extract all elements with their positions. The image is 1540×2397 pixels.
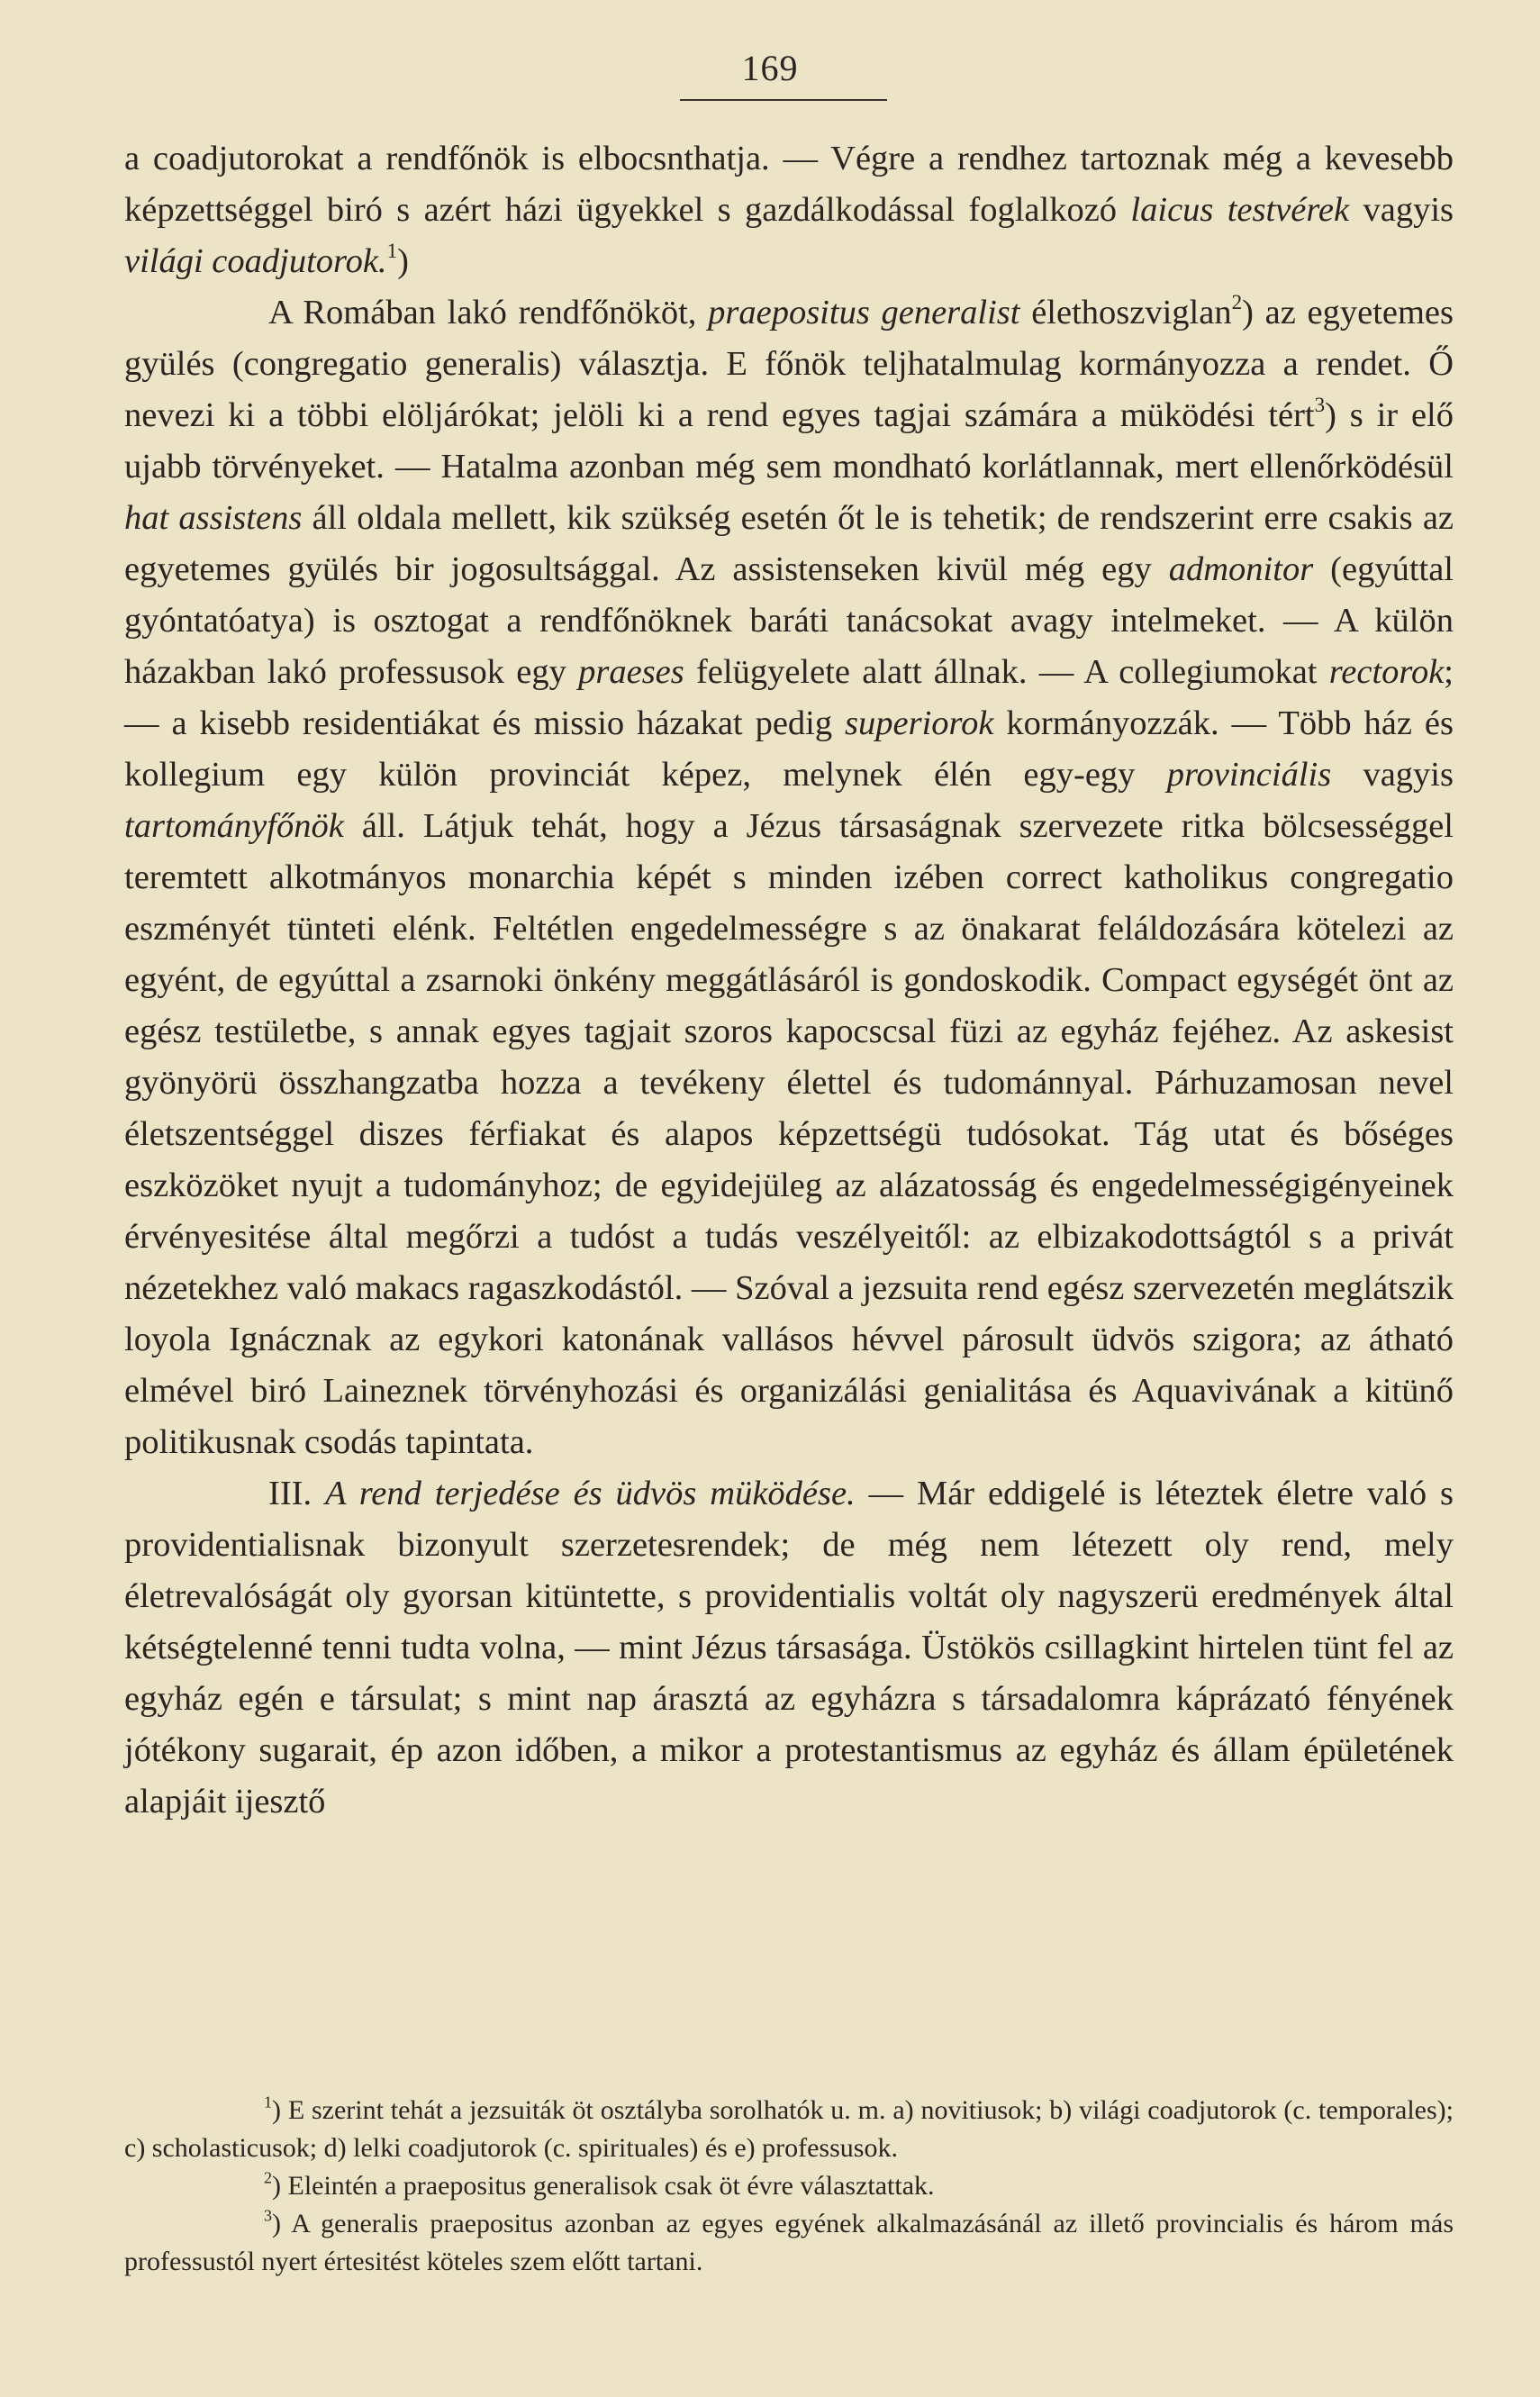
- text-run: felügyelete alatt állnak. — A collegiumokat: [684, 653, 1329, 691]
- footnote-text: ) Eleintén a praepositus generalisok csak öt évre választattak.: [272, 2171, 935, 2201]
- footnote-ref[interactable]: 3: [1314, 392, 1326, 416]
- footnote-text: ) A generalis praepositus azonban az egyes egyének alkalmazásánál az illető provincialis és három más professustól nyert értesitést köteles szem előtt tartani.: [124, 2209, 1454, 2276]
- text-run: áll. Látjuk tehát, hogy a Jézus társaságnak szervezete ritka bölcsességgel teremtett alkotmányos monarchia képét s minden izében correct katholikus congregatio eszményét tünteti elénk. Feltétlen engedelmességre s az önakarat feláldozására kötelezi az egyént, de egyúttal a zsarnoki önkény meggátlásáról is gondoskodik. Compact egységét önt az egész testületbe, s annak egyes tagjait szoros kapocscsal füzi az egyház fejéhez. Az askesist gyönyörü összhangzatba hozza a tevékeny élettel és tudománnyal. Párhuzamosan nevel életszentséggel diszes férfiakat és alapos képzettségü tudósokat. Tág utat és bőséges eszközöket nyujt a tudományhoz; de egyidejüleg az alázatosság és engedelmességigényeinek érvényesitése által megőrzi a tudóst a tudás veszélyeitől: az elbizakodottságtól s a privát nézetekhez való makacs ragaszkodástól. — Szóval a jezsuita rend egész szervezetén meglátszik loyola Ignácznak az egykori katonának vallásos hévvel párosult üdvös szigora; az átható elmével biró Laineznek törvényhozási és organizálási genialitása és Aquavivának a kitünő politikusnak csodás tapintata.: [124, 807, 1454, 1461]
- text-run: élethoszviglan: [1019, 294, 1232, 331]
- footnote-mark: 1: [264, 2093, 272, 2111]
- text-run: vagyis: [1331, 756, 1454, 794]
- italic-term: superiorok: [845, 704, 994, 742]
- footnote-mark: 3: [264, 2206, 272, 2225]
- footnote-1: [124, 2092, 1454, 2167]
- italic-term: praepositus generalist: [708, 294, 1020, 331]
- text-run: ) az egyetemes gyülés (congregatio generalis) választja. E főnök teljhatalmulag kormányozza a rendet. Ő nevezi ki a többi elöljárókat; jelöli ki a rend egyes tagjai számára a müködési tért: [124, 294, 1454, 434]
- italic-term: hat assistens: [124, 499, 303, 537]
- footnote-3: [124, 2205, 1454, 2281]
- section-number: III.: [268, 1475, 325, 1512]
- body-text: [124, 133, 1454, 1828]
- italic-term: admonitor: [1168, 550, 1314, 588]
- text-run: kormányozzák. — Több ház és kollegium egy külön provinciát képez, melynek élén egy-egy: [124, 704, 1454, 794]
- section-title: A rend terjedése és üdvös müködése.: [324, 1475, 856, 1512]
- text-run: ; — a kisebb residentiákat és missio házakat pedig: [124, 653, 1454, 742]
- paragraph-2: [124, 287, 1454, 1468]
- page-number: 169: [741, 48, 799, 88]
- text-run: (egyúttal gyóntatóatya) is osztogat a rendfőnöknek baráti tanácsokat avagy intelmeket. — A külön házakban lakó professusok egy: [124, 550, 1454, 691]
- footnotes: [124, 2092, 1454, 2281]
- italic-term: világi coadjutorok.: [124, 242, 387, 280]
- italic-term: tartományfőnök: [124, 807, 344, 845]
- text-run: ): [397, 242, 409, 280]
- text-run: ) s ir elő ujabb törvényeket. — Hatalma azonban még sem mondható korlátlannak, mert ellenőrködésül: [124, 396, 1454, 486]
- paragraph-1: [124, 133, 1454, 287]
- footnote-ref[interactable]: 1: [386, 238, 398, 262]
- text-run: áll oldala mellett, kik szükség esetén őt le is tehetik; de rendszerint erre csakis az egyetemes gyülés bir jogosultsággal. Az assistenseken kivül még egy: [124, 499, 1454, 588]
- italic-term: praeses: [578, 653, 684, 691]
- footnote-mark: 2: [264, 2168, 272, 2187]
- text-run: vagyis: [1349, 191, 1454, 229]
- footnote-2: [124, 2167, 1454, 2205]
- footnote-ref[interactable]: 2: [1231, 289, 1243, 313]
- footnote-text: ) E szerint tehát a jezsuiták öt osztályba sorolhatók u. m. a) novitiusok; b) világi coadjutorok (c. temporales); c) scholasticusok; d) lelki coadjutorok (c. spirituales) és e) professusok.: [124, 2095, 1454, 2163]
- paragraph-3: [124, 1468, 1454, 1828]
- italic-term: rectorok: [1328, 653, 1445, 691]
- text-run: A Romában lakó rendfőnököt,: [268, 294, 709, 331]
- italic-term: provinciális: [1166, 756, 1332, 794]
- text-run: a coadjutorokat a rendfőnök is elbocsnthatja. — Végre a rendhez tartoznak még a kevesebb képzettséggel biró s azért házi ügyekkel s gazdálkodással foglalkozó: [124, 140, 1454, 229]
- text-run: — Már eddigelé is léteztek életre való s providentialisnak bizonyult szerzetesrendek; de még nem létezett oly rend, mely életrevalóságát oly gyorsan kitüntette, s providentialis voltát oly nagyszerü eredmények által kétségtelenné tenni tudta volna, — mint Jézus társasága. Üstökös csillagkint hirtelen tünt fel az egyház egén e társulat; s mint nap árasztá az egyházra s társadalomra káprázató fényének jótékony sugarait, ép azon időben, a mikor a protestantismus az egyház és állam épületének alapjáit ijesztő: [124, 1475, 1454, 1820]
- italic-term: laicus testvérek: [1130, 191, 1350, 229]
- header-rule: [680, 99, 887, 101]
